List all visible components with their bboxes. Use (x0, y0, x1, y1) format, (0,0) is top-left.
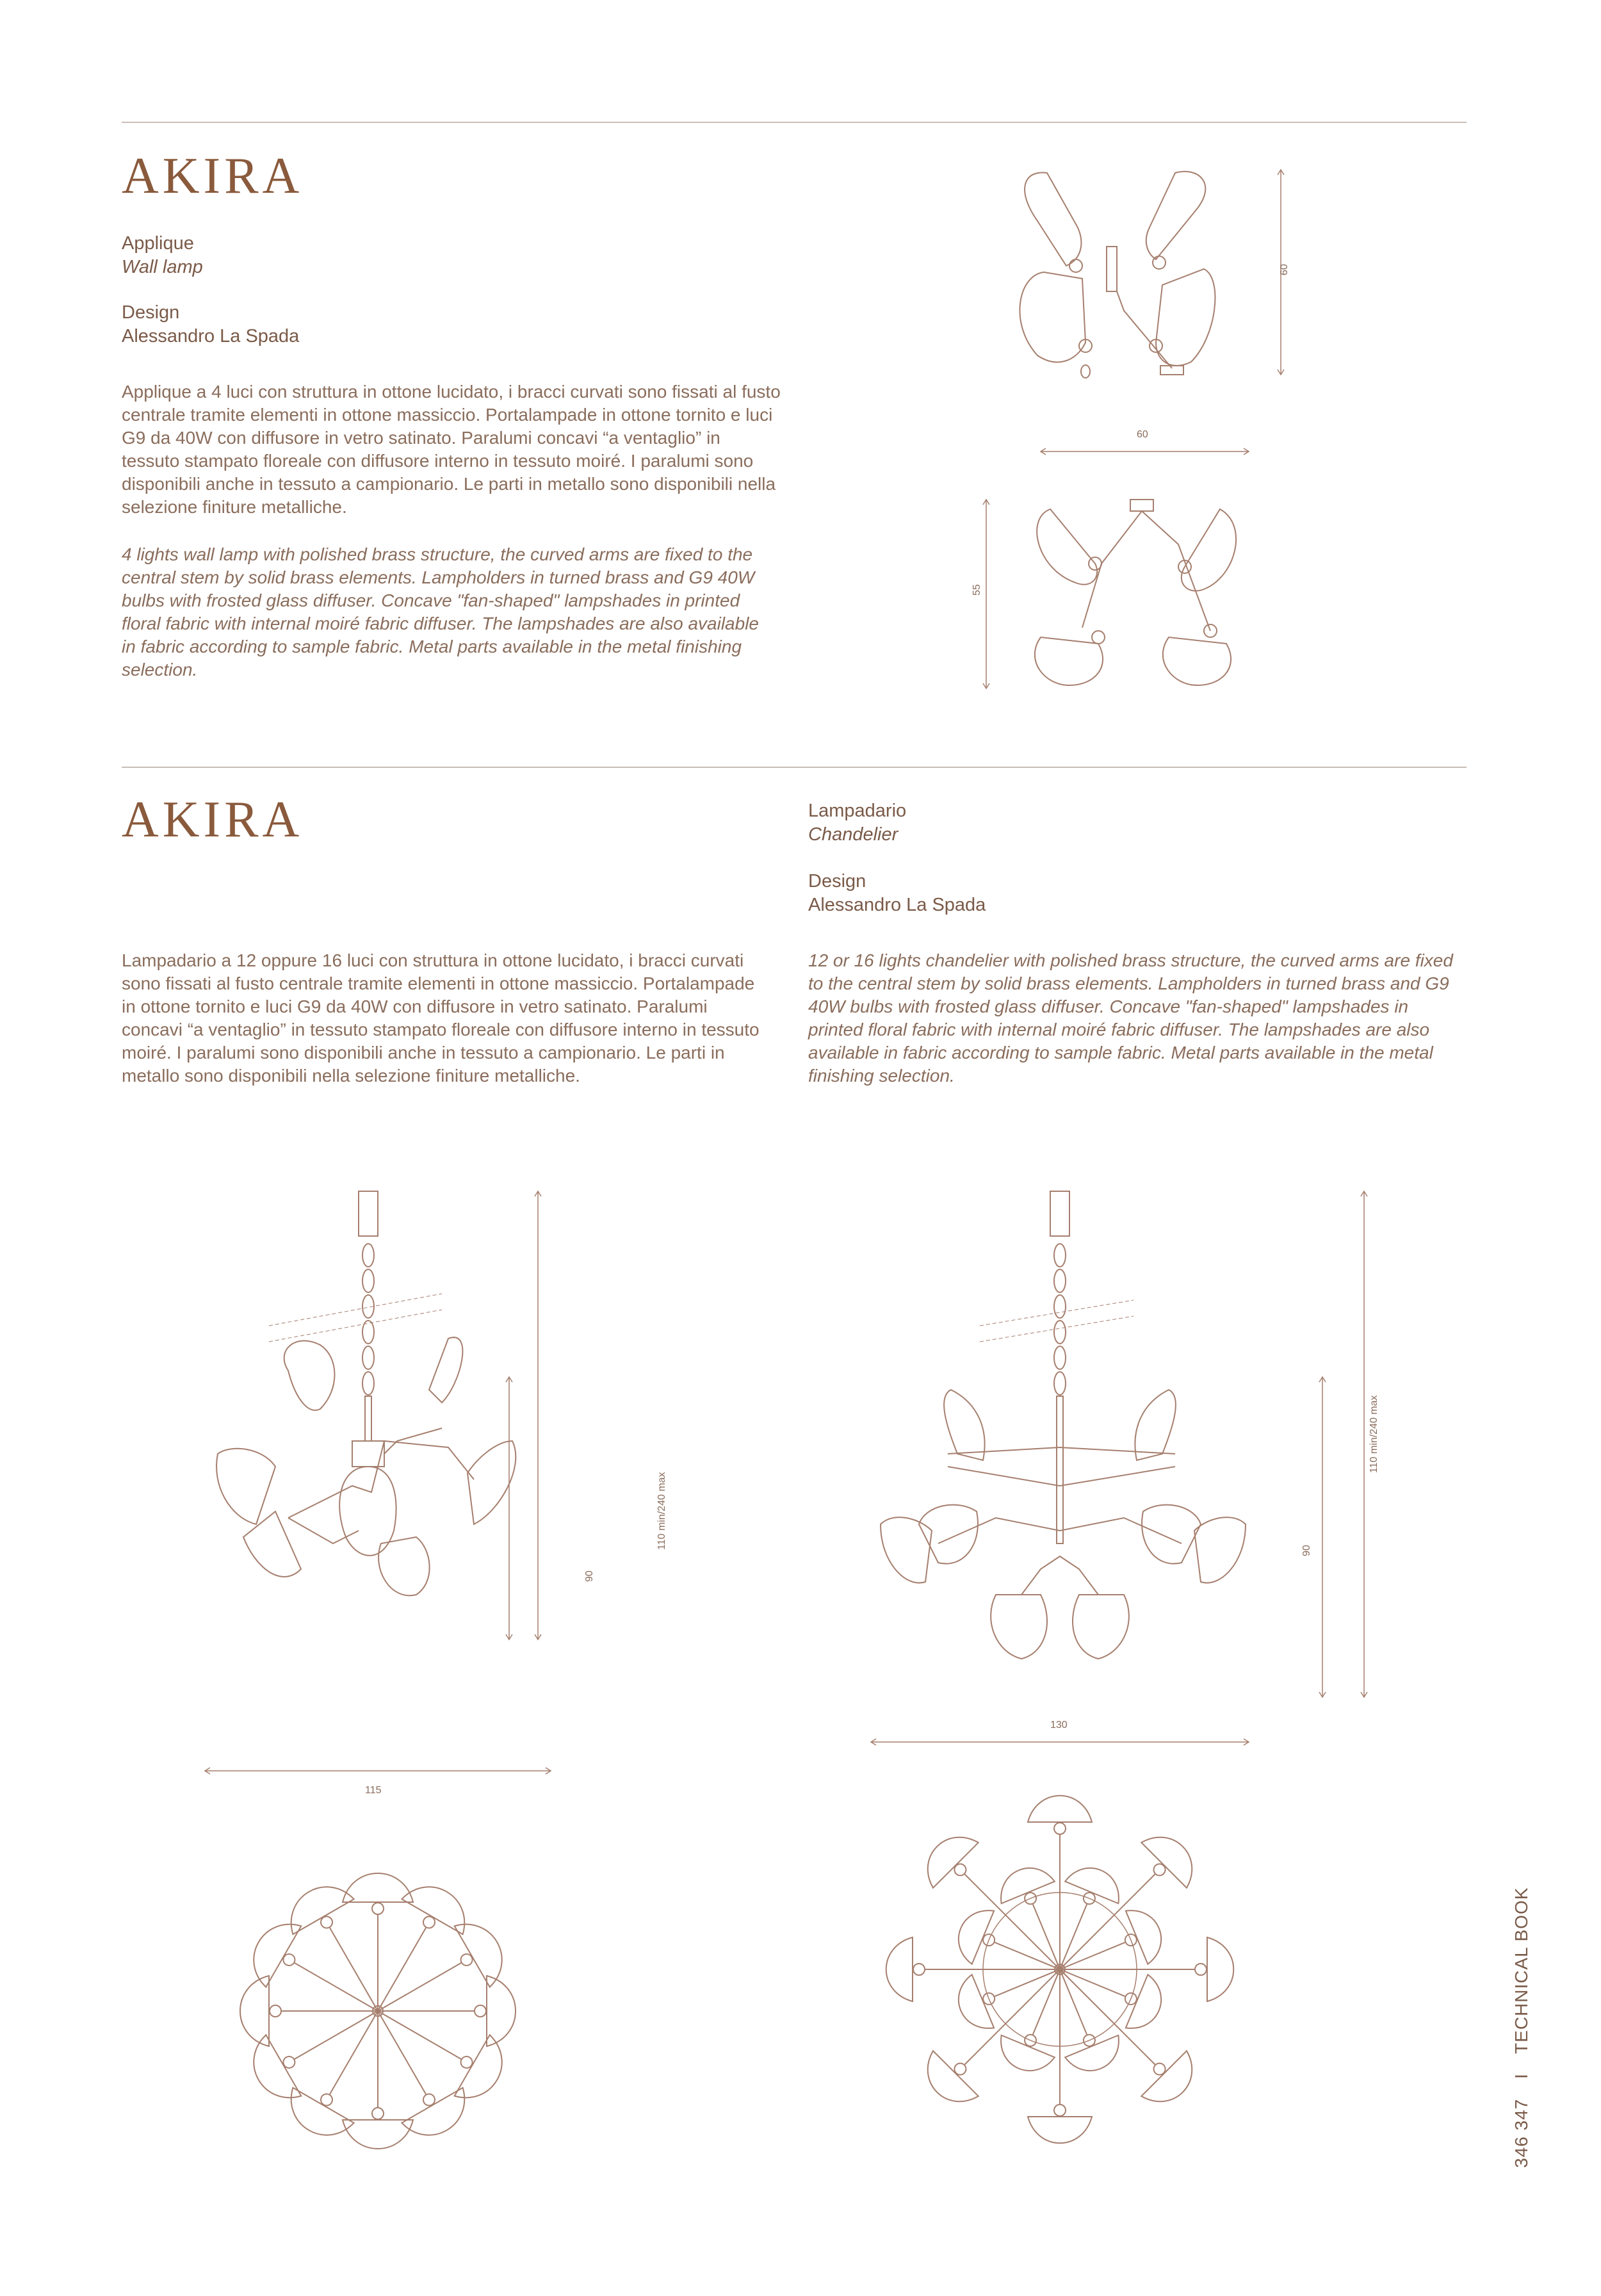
page-numbers: 346 347 (1511, 2098, 1531, 2168)
chandelier-16-top-drawing (868, 1774, 1252, 2171)
shade-bottom-left (1020, 272, 1085, 362)
wall-lamp-design (122, 301, 299, 348)
chandelier-12-width-text: 115 (365, 1785, 382, 1796)
wall-lamp-description-it: Applique a 4 luci con struttura in ottone lucidato, i bracci curvati sono fissati al fusto centrale tramite elementi in ottone massiccio. Portalampade in ottone tornito e luci G9 da 40W con diffusore in vetro satinato. Paralumi concavi “a ventaglio” in tessuto stampato floreale con diffusore interno in tessuto moiré. I paralumi sono disponibili anche in tessuto a campionario. Le parti in metallo sono disponibili nella selezione finiture metalliche. (122, 382, 781, 517)
chandelier-type-en: Chandelier (808, 824, 898, 845)
wall-plate (1160, 366, 1183, 375)
chandelier-12-total-height-text: 110 min/240 max (656, 1472, 667, 1550)
chandelier-16-width-text: 130 (1050, 1720, 1068, 1730)
wall-lamp-width-dimension (1037, 426, 1255, 458)
wall-lamp-description-en: 4 lights wall lamp with polished brass structure, the curved arms are fixed to the central stem by solid brass elements. Lampholders in turned brass and G9 40W bulbs with frosted glass diffuser. Concave "fan-shaped" lampshades in printed floral fabric with internal moiré fabric diffuser. The lampshades are also available in fabric according to sample fabric. Metal parts available in the metal finishing selection. (122, 544, 759, 680)
wall-lamp-height-text: 60 (1279, 264, 1290, 275)
wall-arm (1117, 291, 1172, 368)
chandelier-title: AKIRA (122, 792, 304, 848)
wall-lamp-height-label (1274, 256, 1294, 282)
wall-lamp-title: AKIRA (122, 148, 304, 204)
chandelier-12-total-height-label (652, 1428, 671, 1556)
ceiling-canopy (359, 1191, 378, 1236)
wall-lamp-top-drawing (973, 493, 1281, 698)
chandelier-12-width-dimension (202, 1764, 560, 1803)
central-stem (1107, 247, 1117, 291)
section-divider (122, 767, 1467, 768)
chain (362, 1244, 374, 1395)
chain (1054, 1244, 1066, 1395)
page-footer (1511, 1887, 1532, 2168)
wall-lamp-depth-text: 55 (971, 584, 982, 596)
shade-bottom-right (1156, 269, 1215, 366)
chandelier-design (808, 870, 986, 917)
chandelier-16-total-height-text: 110 min/240 max (1369, 1395, 1379, 1473)
wall-lamp-design-label: Design (122, 302, 180, 323)
top-divider (122, 122, 1467, 123)
chandelier-12-body-height-label (580, 1563, 599, 1588)
wall-lamp-width-text: 60 (1137, 429, 1148, 440)
wall-lamp-type-it: Applique (122, 233, 194, 254)
wall-lamp-type-en: Wall lamp (122, 257, 203, 277)
chandelier-designer: Alessandro La Spada (808, 895, 986, 915)
wall-lamp-front-drawing (1012, 163, 1319, 394)
chandelier-16-width-dimension (868, 1716, 1252, 1755)
chandelier-description-it: Lampadario a 12 oppure 16 luci con struttura in ottone lucidato, i bracci curvati sono fissati al fusto centrale tramite elementi in ottone massiccio. Portalampade in ottone tornito e luci G9 da 40W con diffusore in vetro satinato. Paralumi concavi “a ventaglio” in tessuto stampato floreale con diffusore interno in tessuto moiré. I paralumi sono disponibili anche in tessuto a campionario. Le parti in metallo sono disponibili nella selezione finiture metalliche. (122, 950, 760, 1086)
chandelier-design-label: Design (808, 871, 866, 892)
chandelier-12-top-drawing (205, 1844, 551, 2178)
ceiling-canopy (1050, 1191, 1069, 1236)
chandelier-type-it: Lampadario (808, 801, 907, 821)
chandelier-12-body-height-text: 90 (584, 1570, 595, 1582)
wall-lamp-designer: Alessandro La Spada (122, 326, 300, 346)
footer-separator: I (1511, 2073, 1531, 2079)
chandelier-16-body-height-text: 90 (1301, 1545, 1312, 1556)
chandelier-type (808, 799, 906, 847)
chandelier-16-total-height-label (1364, 1351, 1383, 1479)
shade-top-right (1146, 172, 1206, 259)
chandelier-16-body-height-label (1297, 1537, 1316, 1563)
wall-lamp-type (122, 232, 203, 279)
chandelier-description-en: 12 or 16 lights chandelier with polished brass structure, the curved arms are fixed to the central stem by solid brass elements. Lampholders in turned brass and G9 40W bulbs with frosted glass diffuser. Concave "fan-shaped" lampshades in printed floral fabric with internal moiré fabric diffuser. The lampshades are also available in fabric according to sample fabric. Metal parts available in the metal finishing selection. (808, 950, 1453, 1086)
chandelier-16-elevation-drawing (868, 1185, 1380, 1723)
wall-lamp-depth-label (967, 576, 986, 602)
chandelier-12-elevation-drawing (205, 1185, 564, 1736)
book-name: TECHNICAL BOOK (1511, 1887, 1531, 2054)
shade-top-left (1025, 172, 1081, 266)
